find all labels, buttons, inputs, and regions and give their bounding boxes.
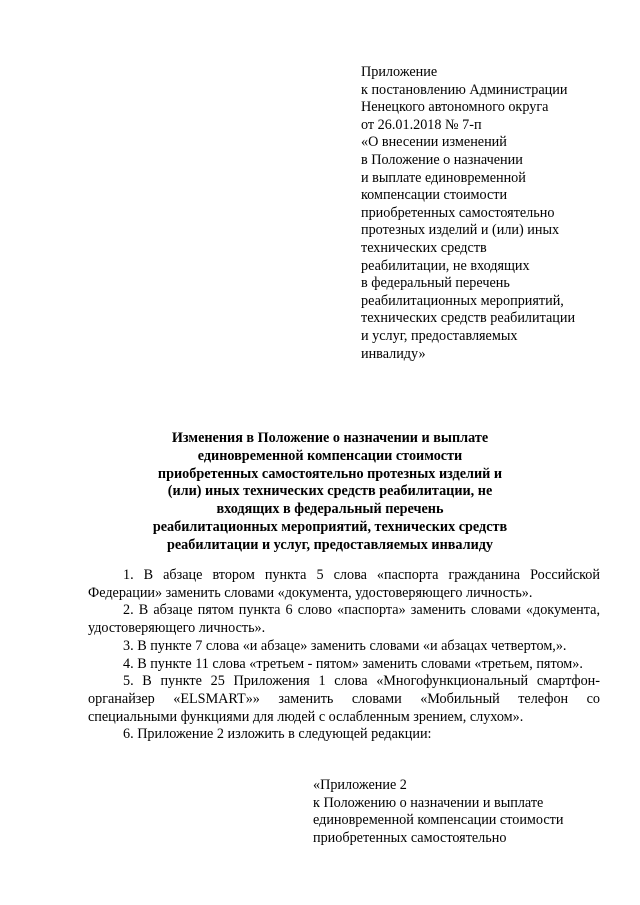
appendix-header-line: реабилитационных мероприятий, [361,292,564,309]
appendix-header-line: реабилитации, не входящих [361,257,530,274]
appendix-header-line: в федеральный перечень [361,275,510,292]
amendment-item: 3. В пункте 7 слова «и абзаце» заменить словами «и абзацах четвертом,». [123,637,567,654]
amendment-item: 5. В пункте 25 Приложения 1 слова «Многофункциональный смартфон-органайзер «ELSMART»» заменить словами «Мобильный телефон со специальными функциями для людей с ослабленным зрением, слухом». [88,673,600,725]
appendix-header-line: от 26.01.2018 № 7-п [361,116,482,133]
document-title [110,430,550,555]
sub-appendix-line: приобретенных самостоятельно [313,829,507,846]
title-line: единовременной компенсации стоимости [197,447,463,464]
title-line: приобретенных самостоятельно протезных изделий и [157,465,503,482]
title-line: реабилитации и услуг, предоставляемых инвалиду [166,536,494,553]
sub-appendix-line: к Положению о назначении и выплате [313,794,544,811]
appendix-header-line: технических средств реабилитации [361,310,576,327]
appendix-header [361,64,621,363]
title-line: реабилитационных мероприятий, технических средств [152,518,508,535]
title-line: Изменения в Положение о назначении и выплате [171,430,489,446]
appendix-header-line: инвалиду» [361,345,426,362]
sub-appendix-header [313,777,613,847]
appendix-header-line: приобретенных самостоятельно [361,204,555,221]
appendix-header-line: «О внесении изменений [361,134,507,151]
amendment-list [88,567,600,744]
appendix-header-line: в Положение о назначении [361,151,523,168]
appendix-header-line: Ненецкого автономного округа [361,99,549,116]
appendix-header-line: к постановлению Администрации [361,81,568,98]
appendix-header-line: Приложение [361,64,438,80]
title-line: входящих в федеральный перечень [216,501,444,518]
title-line: (или) иных технических средств реабилитации, не [167,483,493,500]
amendment-item: 1. В абзаце втором пункта 5 слова «паспорта гражданина Российской Федерации» заменить словами «документа, удостоверяющего личность». [88,567,600,601]
sub-appendix-line: «Приложение 2 [313,777,407,793]
appendix-header-line: технических средств [361,239,487,256]
sub-appendix-line: единовременной компенсации стоимости [313,812,564,829]
appendix-header-line: протезных изделий и (или) иных [361,222,560,239]
appendix-header-line: компенсации стоимости [361,187,508,204]
appendix-header-line: и услуг, предоставляемых [361,327,518,344]
amendment-item: 4. В пункте 11 слова «третьем - пятом» заменить словами «третьем, пятом». [123,655,583,672]
appendix-header-line: и выплате единовременной [361,169,526,186]
amendment-item: 2. В абзаце пятом пункта 6 слово «паспорта» заменить словами «документа, удостоверяющего личность». [88,602,600,637]
amendment-item: 6. Приложение 2 изложить в следующей редакции: [123,726,432,743]
